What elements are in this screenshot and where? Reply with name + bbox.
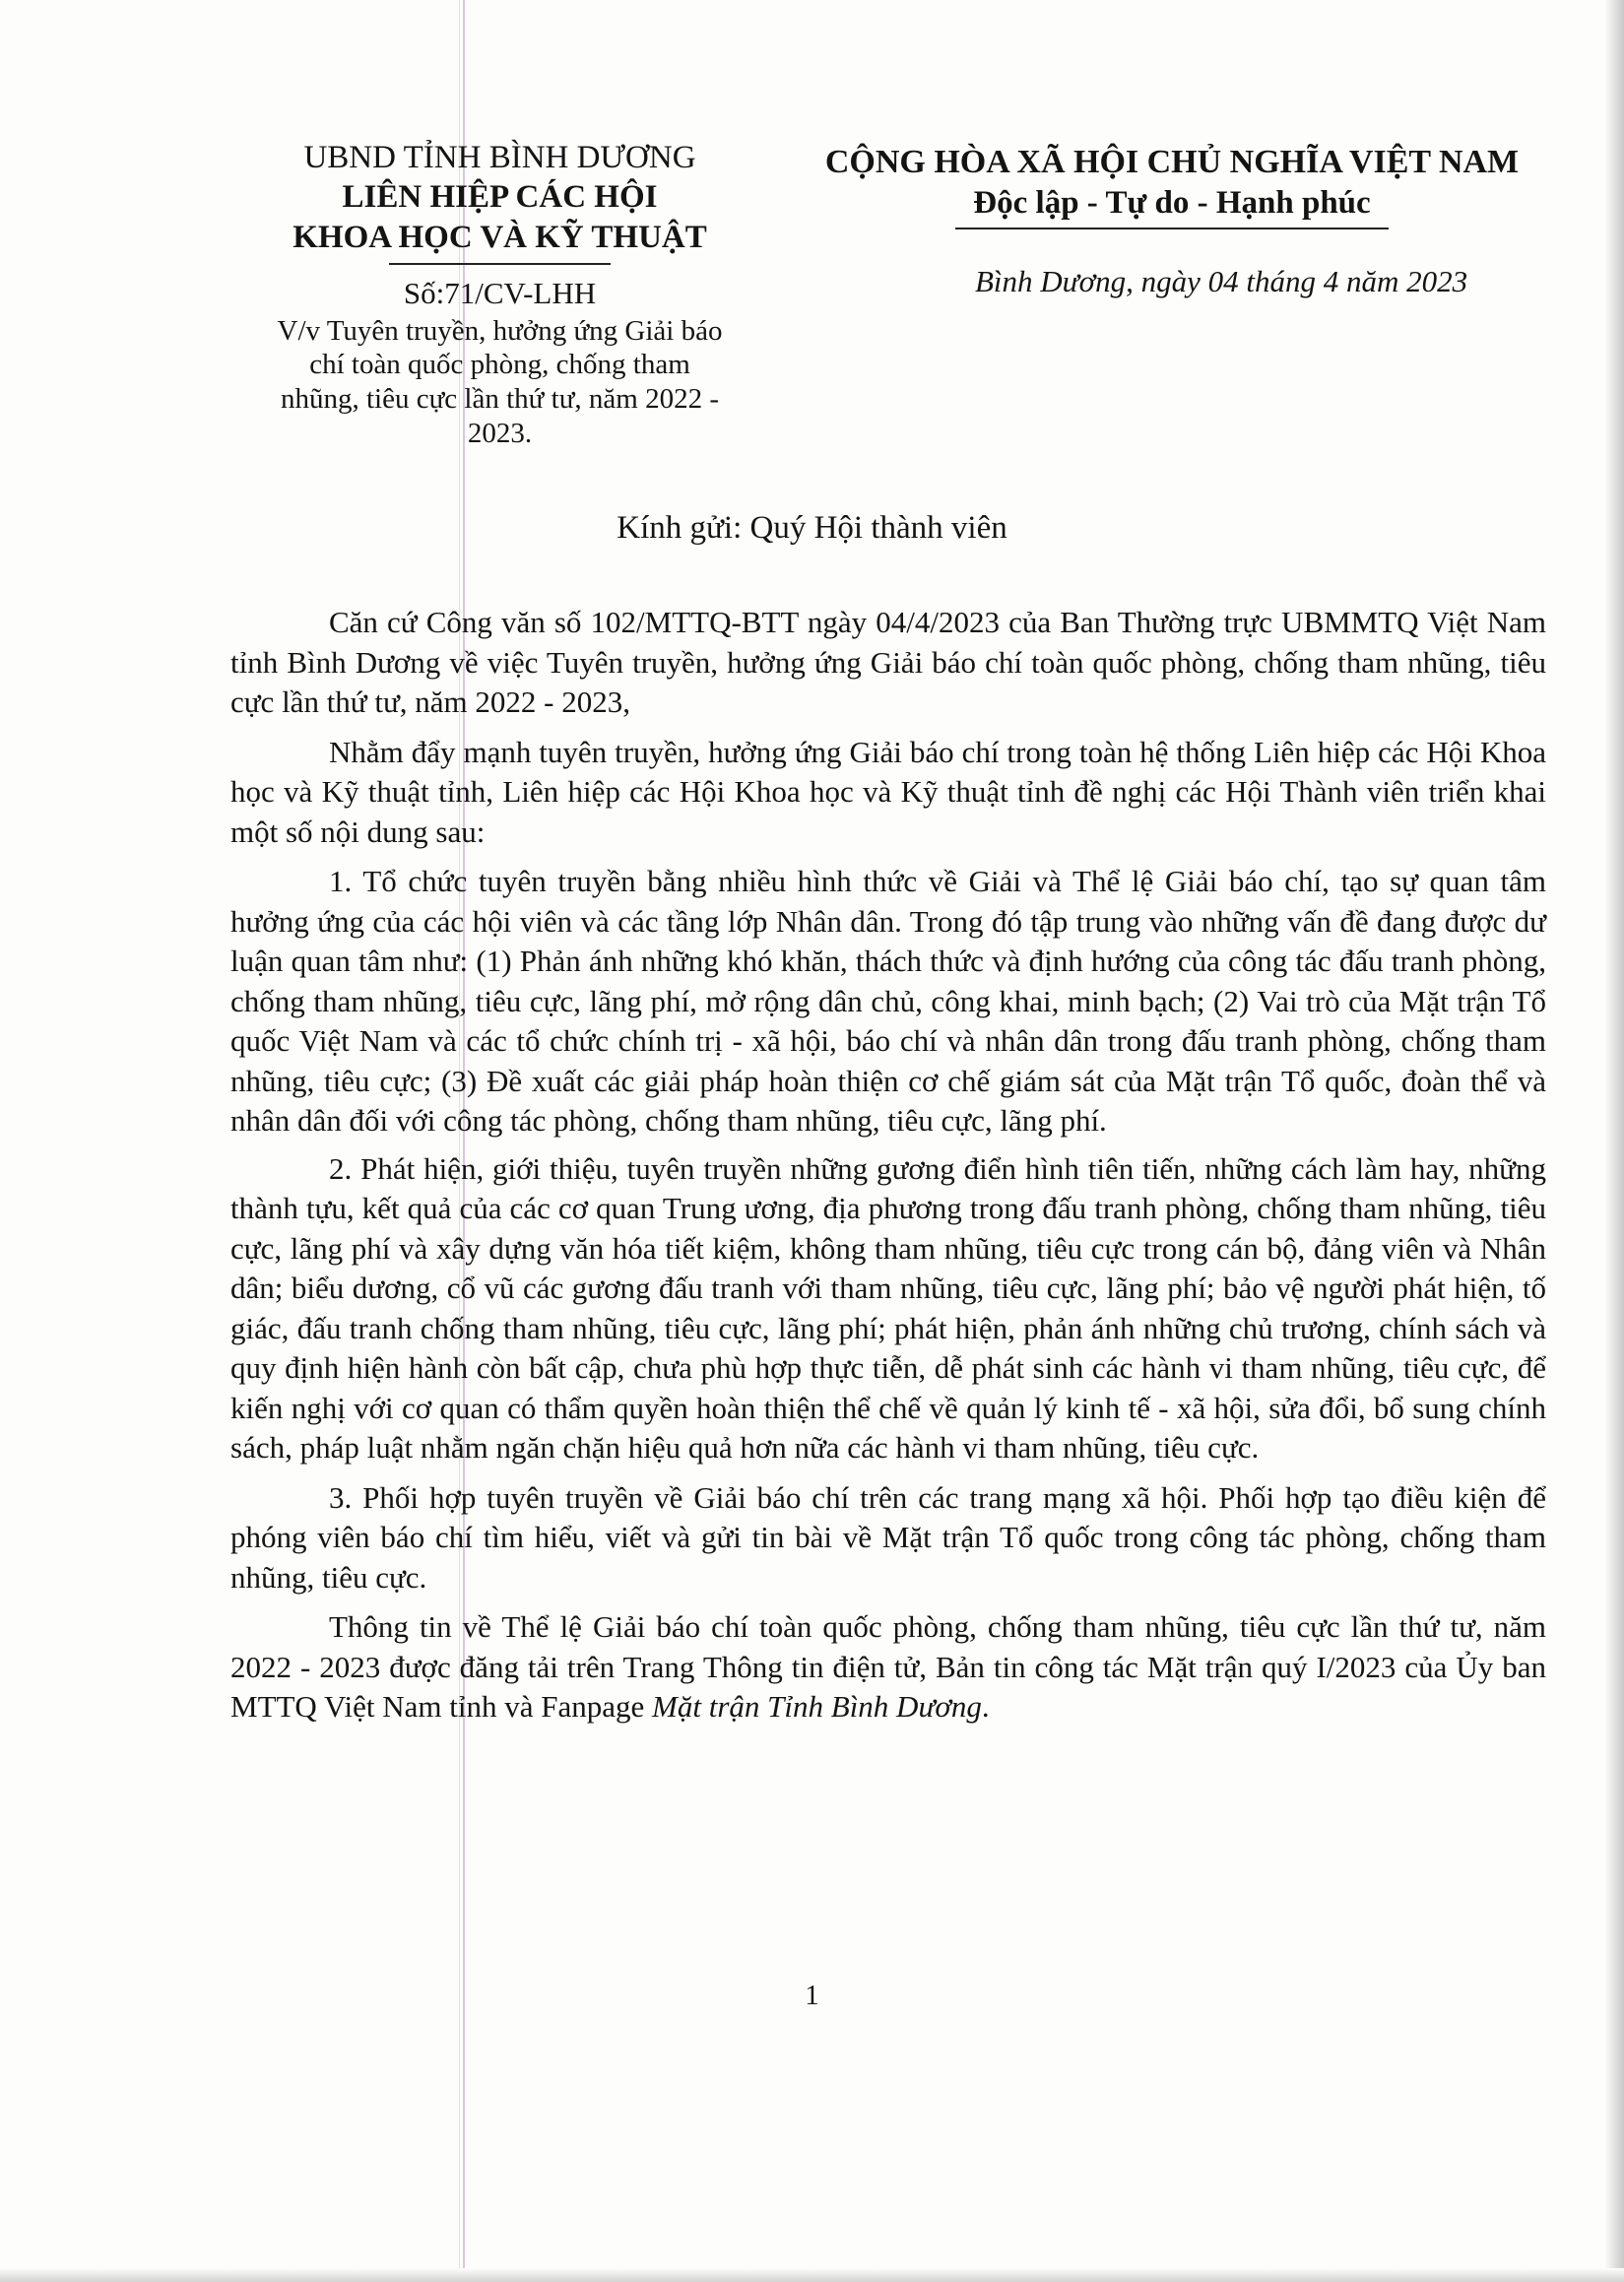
agency-underline <box>389 263 611 265</box>
paragraph: 2. Phát hiện, giới thiệu, tuyên truyền những gương điển hình tiên tiến, những cách làm hay, những thành tựu, kết quả của các cơ quan Trung ương, địa phương trong đấu tranh phòng, chống tham nhũng, tiêu cực, lãng phí và xây dựng văn hóa tiết kiệm, không tham nhũng, tiêu cực trong cán bộ, đảng viên và Nhân dân; biểu dương, cổ vũ các gương đấu tranh với tham nhũng, tiêu cực, lãng phí; bảo vệ người phát hiện, tố giác, đấu tranh chống tham nhũng, tiêu cực, lãng phí; phát hiện, phản ánh những chủ trương, chính sách và quy định hiện hành còn bất cập, chưa phù hợp thực tiễn, dễ phát sinh các hành vi tham nhũng, tiêu cực, để kiến nghị với cơ quan có thẩm quyền hoàn thiện thể chế về quản lý kinh tế - xã hội, sửa đổi, bổ sung chính sách, pháp luật nhằm ngăn chặn hiệu quả hơn nữa các hành vi tham nhũng, tiêu cực. <box>230 1150 1546 1465</box>
place-and-date: Bình Dương, ngày 04 tháng 4 năm 2023 <box>975 264 1468 298</box>
document-subject: V/v Tuyên truyền, hưởng ứng Giải báo chí toàn quốc phòng, chống tham nhũng, tiêu cực lần thứ tư, năm 2022 - 2023. <box>277 314 723 449</box>
page-number: 1 <box>805 1980 819 2011</box>
agency-name-line-2: KHOA HỌC VÀ KỸ THUẬT <box>292 219 707 255</box>
document-number: Số:71/CV-LHH <box>403 275 597 310</box>
paragraph-text: Thông tin về Thể lệ Giải báo chí toàn quốc phòng, chống tham nhũng, tiêu cực lần thứ tư, năm 2022 - 2023 được đăng tải trên Trang Thông tin điện tử, Bản tin công tác Mặt trận quý I/2023 của Ủy ban MTTQ Việt Nam tỉnh và Fanpage <box>230 1609 1546 1724</box>
national-header-block <box>778 142 1566 229</box>
parent-agency: UBND TỈNH BÌNH DƯƠNG <box>303 140 696 175</box>
salutation: Kính gửi: Quý Hội thành viên <box>617 510 1007 546</box>
national-title: CỘNG HÒA XÃ HỘI CHỦ NGHĨA VIỆT NAM <box>824 144 1520 180</box>
national-motto: Độc lập - Tự do - Hạnh phúc <box>973 185 1371 222</box>
paragraph-end: . <box>981 1689 990 1724</box>
paragraph: Căn cứ Công văn số 102/MTTQ-BTT ngày 04/4/2023 của Ban Thường trực UBMMTQ Việt Nam tỉnh Bình Dương về việc Tuyên truyền, hưởng ứng Giải báo chí toàn quốc phòng, chống tham nhũng, tiêu cực lần thứ tư, năm 2022 - 2023, <box>230 605 1546 719</box>
paragraph: 3. Phối hợp tuyên truyền về Giải báo chí trên các trang mạng xã hội. Phối hợp tạo điều kiện để phóng viên báo chí tìm hiểu, viết và gửi tin bài về Mặt trận Tổ quốc trong công tác phòng, chống tham nhũng, tiêu cực. <box>230 1479 1546 1595</box>
paragraph <box>230 1607 1546 1728</box>
fanpage-name: Mặt trận Tỉnh Bình Dương <box>652 1689 982 1724</box>
document-body <box>230 603 1546 1741</box>
issuing-agency-block <box>227 138 773 451</box>
motto-underline <box>955 228 1389 229</box>
scan-edge-shadow <box>0 2268 1624 2282</box>
scan-edge-shadow <box>1604 0 1624 2282</box>
paragraph: Nhằm đẩy mạnh tuyên truyền, hưởng ứng Giải báo chí trong toàn hệ thống Liên hiệp các Hội Khoa học và Kỹ thuật tỉnh, Liên hiệp các Hội Khoa học và Kỹ thuật tỉnh đề nghị các Hội Thành viên triển khai một số nội dung sau: <box>230 734 1546 849</box>
paragraph: 1. Tổ chức tuyên truyền bằng nhiều hình thức về Giải và Thể lệ Giải báo chí, tạo sự quan tâm hưởng ứng của các hội viên và các tầng lớp Nhân dân. Trong đó tập trung vào những vấn đề đang được dư luận quan tâm như: (1) Phản ánh những khó khăn, thách thức và định hướng của công tác đấu tranh phòng, chống tham nhũng, tiêu cực, lãng phí, mở rộng dân chủ, công khai, minh bạch; (2) Vai trò của Mặt trận Tổ quốc Việt Nam và các tổ chức chính trị - xã hội, báo chí và nhân dân trong đấu tranh phòng, chống tham nhũng, tiêu cực; (3) Đề xuất các giải pháp hoàn thiện cơ chế giám sát của Mặt trận Tổ quốc, đoàn thể và nhân dân đối với công tác phòng, chống tham nhũng, tiêu cực, lãng phí. <box>230 864 1546 1138</box>
agency-name-line-1: LIÊN HIỆP CÁC HỘI <box>342 179 658 216</box>
